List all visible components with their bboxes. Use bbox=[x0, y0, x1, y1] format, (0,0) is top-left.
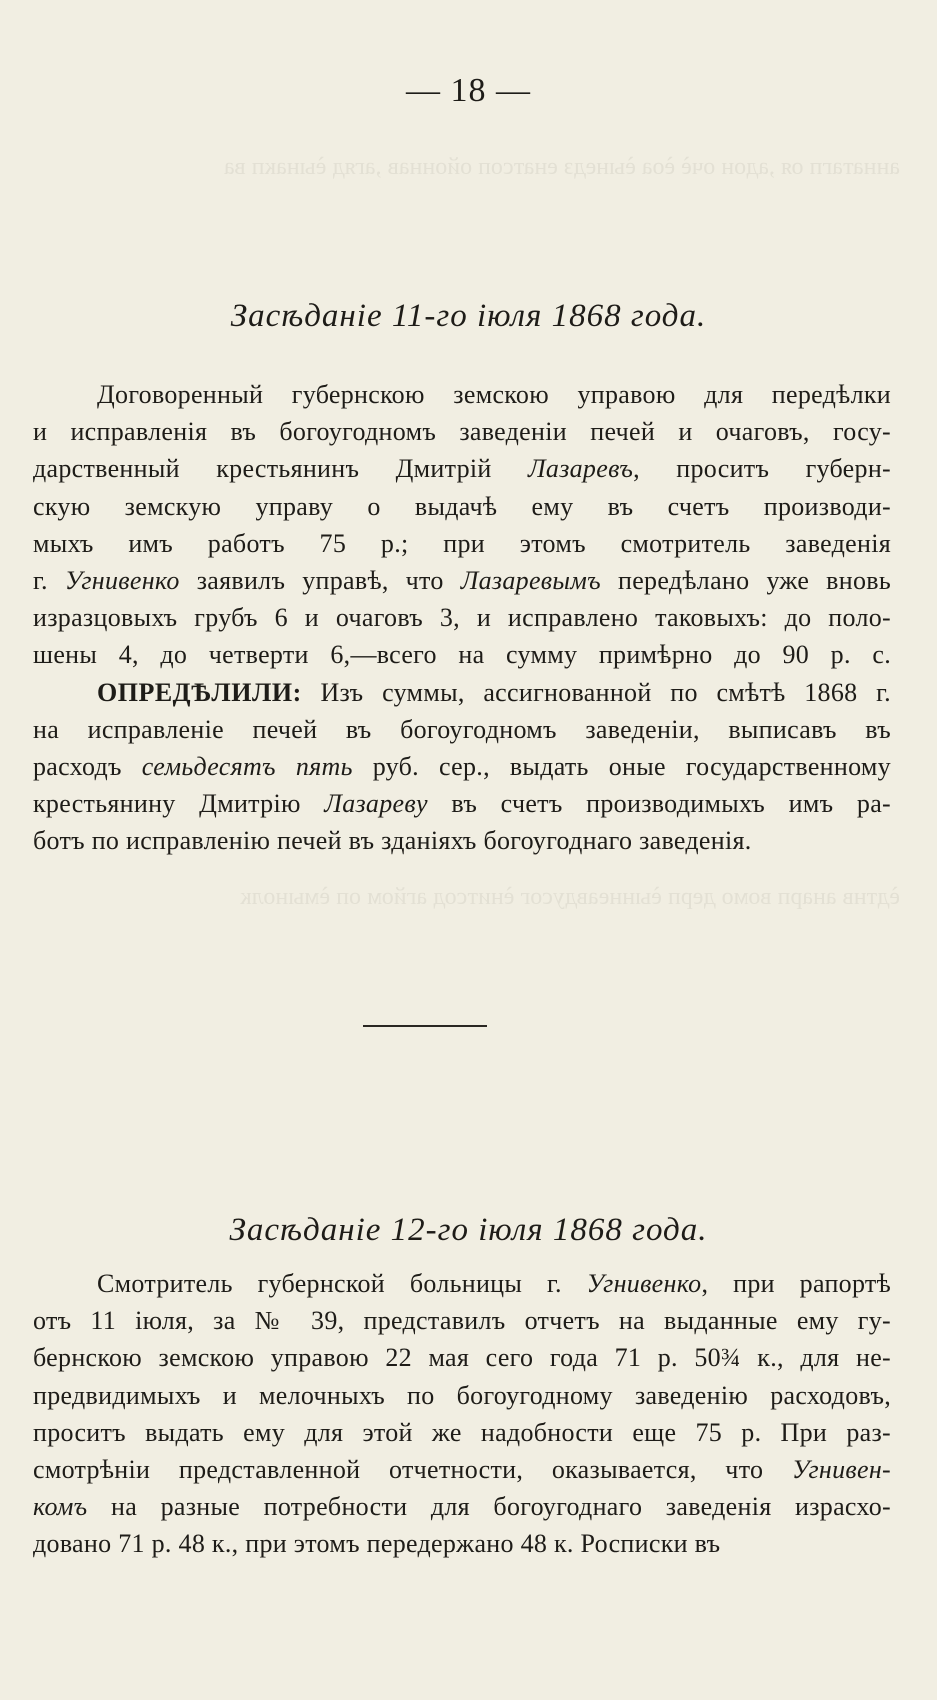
text-run: изразцовыхъ грубъ 6 и очаговъ 3, и исправлено таковыхъ: до поло- bbox=[33, 603, 891, 633]
resolution-keyword: ОПРЕДѢЛИЛИ: bbox=[97, 677, 302, 707]
text-run: шены 4, до четверти 6,—всего на сумму примѣрно до 90 р. с. bbox=[33, 640, 891, 670]
text-run: скую земскую управу о выдачѣ ему въ счетъ производи- bbox=[33, 491, 891, 521]
text-line bbox=[33, 599, 891, 636]
text-run: на исправленіе печей въ богоугодномъ заведеніи, выписавъ въ bbox=[33, 714, 891, 744]
text-run: г. bbox=[33, 566, 65, 596]
section-divider bbox=[363, 1025, 487, 1027]
bleed-through-texture: ѐдтнв анарп вомо дерп ѐыннеавдусог ѐнитсод агйом оп ѐмынолк bbox=[240, 884, 900, 910]
text-line bbox=[33, 1414, 891, 1451]
text-run: бернскою земскою управою 22 мая сего года 71 р. 50¾ к., для не- bbox=[33, 1343, 891, 1373]
text-line bbox=[33, 488, 891, 525]
italic-name: комъ bbox=[33, 1492, 88, 1522]
italic-name: Угнивен- bbox=[791, 1455, 891, 1485]
text-run: Изъ суммы, ассигнованной по смѣтѣ 1868 г. bbox=[301, 677, 891, 707]
text-run: ботъ по исправленію печей въ зданіяхъ богоугоднаго заведенія. bbox=[33, 826, 752, 856]
text-run: руб. сер., выдать оные государственному bbox=[352, 752, 891, 782]
text-line bbox=[33, 822, 891, 859]
text-run: мыхъ имъ работъ 75 р.; при этомъ смотритель заведенія bbox=[33, 528, 891, 558]
text-run: заявилъ управѣ, что bbox=[179, 566, 461, 596]
text-run: , при рапортѣ bbox=[701, 1269, 891, 1298]
session-2-text bbox=[33, 1265, 891, 1563]
text-line bbox=[33, 636, 891, 673]
text-run: отъ 11 іюля, за № 39, представилъ отчетъ на выданные ему гу- bbox=[33, 1306, 891, 1336]
text-line bbox=[33, 711, 891, 748]
text-line bbox=[33, 1339, 891, 1376]
text-run: и исправленія въ богоугодномъ заведеніи печей и очаговъ, госу- bbox=[33, 417, 891, 447]
text-line bbox=[33, 1377, 891, 1414]
text-line bbox=[33, 785, 891, 822]
text-run: крестьянину Дмитрію bbox=[33, 789, 325, 819]
text-run: дарственный крестьянинъ Дмитрій bbox=[33, 454, 528, 484]
text-run: проситъ выдать ему для этой же надобности еще 75 р. При раз- bbox=[33, 1417, 891, 1447]
text-line bbox=[33, 413, 891, 450]
italic-name: Лазаревъ bbox=[527, 454, 634, 484]
text-line bbox=[33, 525, 891, 562]
text-run: расходъ bbox=[33, 752, 142, 782]
text-line bbox=[33, 1451, 891, 1488]
italic-name: семьдесятъ пять bbox=[141, 752, 353, 782]
text-line bbox=[33, 1265, 891, 1302]
italic-name: Лазареву bbox=[324, 789, 428, 819]
text-line bbox=[33, 748, 891, 785]
text-line bbox=[33, 1525, 891, 1562]
text-line bbox=[33, 674, 891, 711]
session-heading-2: Засѣданіе 12-го іюля 1868 года. bbox=[229, 1212, 708, 1248]
text-line bbox=[33, 1488, 891, 1525]
bleed-through-texture: аннатагп оя ,адон очѐ ѐоа ѐынедз енатсоп ойоннав ,агяд ѐынакп ва bbox=[223, 154, 900, 180]
text-run: довано 71 р. 48 к., при этомъ передержано 48 к. Росписки въ bbox=[33, 1529, 721, 1559]
text-line bbox=[33, 1302, 891, 1339]
text-line bbox=[33, 376, 891, 413]
text-run: въ счетъ производимыхъ имъ ра- bbox=[427, 789, 891, 819]
session-heading-1: Засѣданіе 11-го іюля 1868 года. bbox=[230, 298, 707, 334]
text-run: , проситъ губерн- bbox=[633, 454, 891, 484]
text-line bbox=[33, 562, 891, 599]
text-run: смотрѣніи представленной отчетности, оказывается, что bbox=[33, 1455, 792, 1485]
text-line bbox=[33, 450, 891, 487]
italic-name: Угнивенко bbox=[586, 1269, 702, 1298]
text-run: предвидимыхъ и мелочныхъ по богоугодному заведенію расходовъ, bbox=[33, 1380, 891, 1410]
session-1-text bbox=[33, 376, 891, 860]
text-run: Договоренный губернскою земскою управою для передѣлки bbox=[97, 380, 891, 409]
page-number: — 18 — bbox=[406, 72, 531, 109]
text-run: передѣлано уже вновь bbox=[600, 566, 892, 596]
text-run: Смотритель губернской больницы г. bbox=[97, 1269, 587, 1298]
italic-name: Лазаревымъ bbox=[460, 566, 601, 596]
italic-name: Угнивенко bbox=[64, 566, 180, 596]
text-run: на разные потребности для богоугоднаго заведенія израсхо- bbox=[87, 1492, 891, 1522]
